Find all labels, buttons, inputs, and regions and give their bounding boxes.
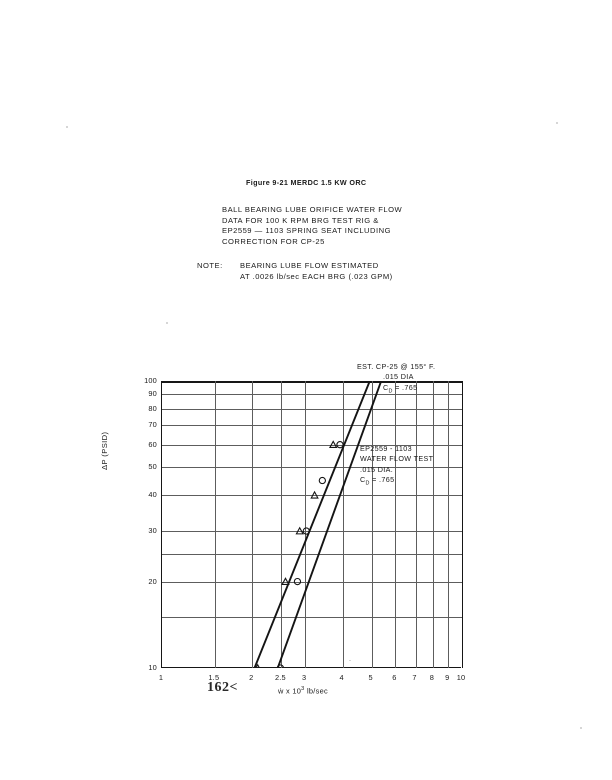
scan-speck	[166, 322, 168, 324]
annotation-ep-line2: WATER FLOW TEST	[360, 454, 434, 464]
y-tick-label: 10	[148, 663, 157, 672]
scan-speck	[580, 727, 582, 729]
cd-symbol: C	[383, 382, 389, 392]
y-tick-label: 70	[148, 420, 157, 430]
x-tick-label: 6	[392, 673, 397, 682]
data-point-circle	[319, 477, 325, 483]
y-tick-label: 60	[148, 439, 157, 449]
data-point-circle	[294, 579, 300, 585]
title-line-1: BALL BEARING LUBE ORIFICE WATER FLOW	[222, 205, 403, 214]
data-point-triangle	[311, 492, 318, 498]
x-tick-label: 1	[158, 673, 164, 682]
data-point-circle	[303, 528, 309, 534]
x-tick-label: 9	[445, 673, 450, 682]
data-point-triangle	[282, 578, 289, 584]
annotation-ep-line1: EP2559 - 1103	[360, 444, 412, 453]
title-line-4: CORRECTION FOR CP-25	[222, 236, 325, 246]
y-tick-label: 40	[148, 490, 157, 500]
note-text-1: BEARING LUBE FLOW ESTIMATED	[240, 261, 379, 270]
series-line	[255, 369, 375, 668]
annotation-est-line1: EST. CP-25 @ 155° F.	[357, 362, 436, 371]
x-tick-label: 2.5	[274, 673, 286, 682]
x-tick-label: 10	[456, 673, 466, 682]
scan-speck	[556, 122, 558, 124]
x-tick-label: 2	[249, 673, 254, 682]
note-text-2: AT .0026 lb/sec EACH BRG (.023 GPM)	[240, 271, 393, 281]
y-tick-label: 20	[148, 576, 157, 586]
data-point-triangle	[330, 441, 337, 447]
title-line-3: EP2559 — 1103 SPRING SEAT INCLUDING	[222, 226, 392, 236]
y-tick-label: 90	[148, 389, 157, 399]
x-tick-label: 7	[412, 673, 417, 682]
cd-symbol: C	[360, 475, 366, 485]
x-tick-label: 5	[368, 673, 373, 682]
note-label: NOTE:	[197, 261, 223, 270]
y-tick-label: 80	[148, 403, 157, 413]
annotation-ep-line3: .015 DIA.	[360, 464, 394, 474]
x-tick-label: 8	[429, 673, 435, 682]
cd-subscript: D	[388, 388, 393, 395]
scan-speck	[349, 660, 351, 661]
x-axis-label: ẇ x $10^3$ lb/sec	[278, 686, 329, 696]
cd-subscript: D	[365, 480, 370, 487]
y-tick-label: 50	[148, 462, 157, 472]
cd-value: = .765	[392, 382, 418, 392]
data-point-circle	[337, 442, 343, 448]
figure-caption: Figure 9-21 MERDC 1.5 KW ORC	[246, 178, 367, 187]
x-tick-label: 4	[339, 673, 344, 682]
scan-speck	[66, 126, 68, 128]
data-point-triangle	[296, 528, 303, 534]
cd-value: = .765	[369, 475, 395, 485]
page-stamp: 162<	[207, 680, 238, 695]
series-line	[278, 369, 386, 668]
annotation-est-line2: .015 DIA	[383, 372, 414, 382]
y-tick-label: 100	[144, 376, 157, 385]
x-tick-label: 3	[301, 673, 307, 682]
y-tick-label: 30	[148, 526, 157, 536]
y-axis-label: ΔP (PSID)	[100, 431, 109, 470]
title-line-2: DATA FOR 100 K RPM BRG TEST RIG &	[222, 215, 379, 225]
x-tick-label: 1.5	[208, 673, 220, 682]
